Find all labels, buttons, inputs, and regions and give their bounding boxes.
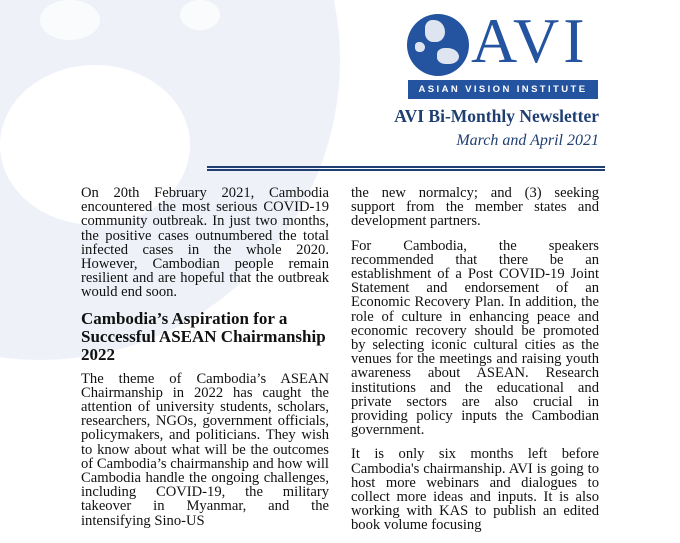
article-paragraph: the new normalcy; and (3) seeking support from the member states and development partners. xyxy=(351,185,599,230)
article-paragraph: For Cambodia, the speakers recommended that there be an establishment of a Post COVID-19 Joint Statement and endorsement of an Economic Recovery Plan. In addition, the role of culture in enhancing peace and economic recovery should be promoted by selecting iconic cultural cities as the venues for the meetings and raising youth awareness about ASEAN. Research institutions and the educational and private sectors are also crucial in providing policy inputs the Cambodian government. xyxy=(351,237,599,439)
right-column xyxy=(351,186,599,543)
article-heading: Cambodia’s Aspiration for a Successful ASEAN Chairmanship 2022 xyxy=(81,308,326,364)
logo-text: AVI xyxy=(471,5,589,76)
avi-logo xyxy=(407,5,599,100)
newsletter-title: AVI Bi-Monthly Newsletter xyxy=(394,106,599,126)
logo-banner: ASIAN VISION INSTITUTE xyxy=(408,80,598,99)
globe-icon xyxy=(407,14,469,76)
article-paragraph: The theme of Cambodia’s ASEAN Chairmanship in 2022 has caught the attention of university students, scholars, researchers, NGOs, government officials, policymakers, and politicians. They wish to know about what will be the outcomes of Cambodia’s chairmanship and how will Cambodia handle the ongoing challenges, including COVID-19, the military takeover in Myanmar, and the intensifying Sino-US xyxy=(81,370,329,529)
article-paragraph: It is only six months left before Cambodia's chairmanship. AVI is going to host more webinars and dialogues to collect more ideas and inputs. It is also working with KAS to publish an edited book volume focusing xyxy=(351,446,599,534)
intro-paragraph: On 20th February 2021, Cambodia encountered the most serious COVID-19 community outbreak. In just two months, the positive cases outnumbered the total infected cases in the whole 2020. However, Cambodian people remain resilient and are hopeful that the outbreak would end soon. xyxy=(81,185,329,301)
issue-date: March and April 2021 xyxy=(456,132,599,149)
watermark-land xyxy=(180,0,220,30)
left-column xyxy=(81,186,329,538)
watermark-land xyxy=(40,0,100,40)
header-divider xyxy=(207,166,605,168)
